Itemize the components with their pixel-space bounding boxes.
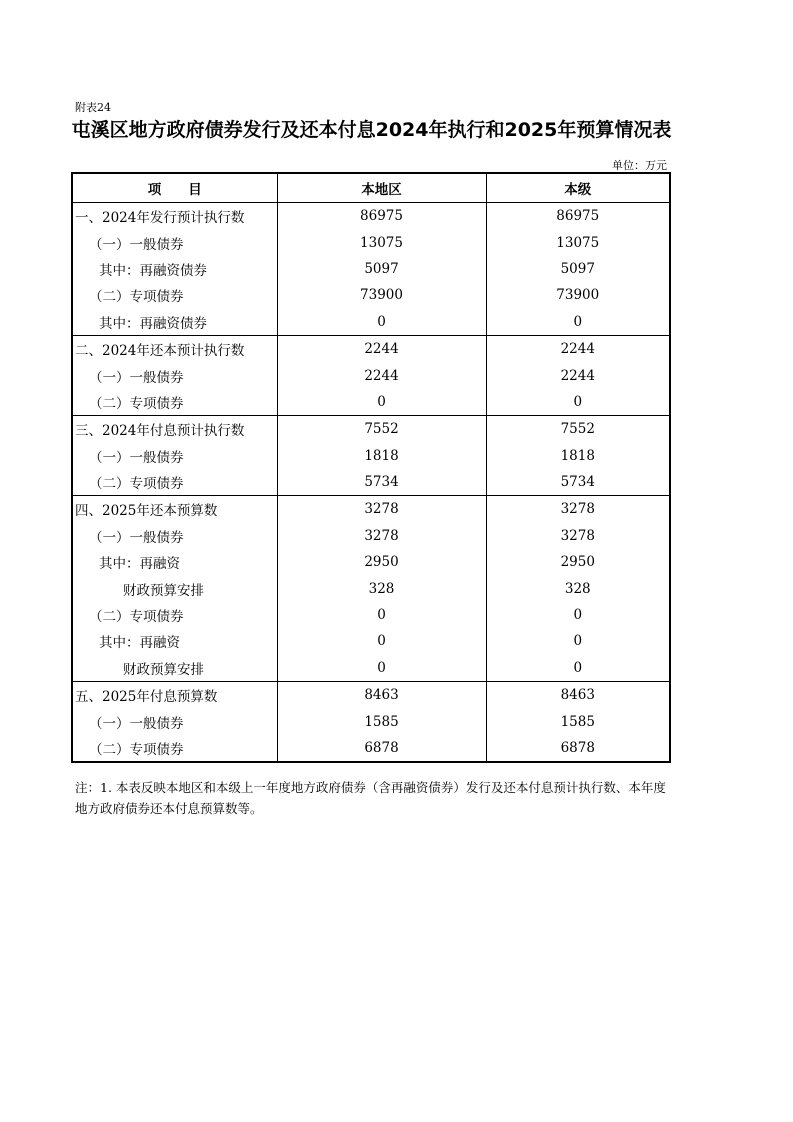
column-header-local: 本地区	[277, 173, 486, 203]
row-local-value: 3278	[277, 523, 486, 549]
row-same-level-value: 1585	[486, 708, 670, 734]
table-row	[72, 282, 670, 308]
row-item-label: （一）一般债券	[72, 523, 277, 549]
row-local-value: 7552	[277, 416, 486, 443]
row-local-value: 1585	[277, 708, 486, 734]
debt-table	[71, 172, 671, 763]
row-item-label: （一）一般债券	[72, 708, 277, 734]
table-row	[72, 362, 670, 388]
row-item-label: 其中：再融资债券	[72, 256, 277, 282]
row-item-label: （二）专项债券	[72, 389, 277, 416]
row-local-value: 5097	[277, 256, 486, 282]
table-row	[72, 735, 670, 762]
row-item-label: 其中：再融资	[72, 628, 277, 654]
row-local-value: 328	[277, 575, 486, 601]
row-same-level-value: 0	[486, 389, 670, 416]
footnote: 注：1. 本表反映本地区和本级上一年度地方政府债券（含再融资债券）发行及还本付息预计执行数、本年度地方政府债券还本付息预算数等。	[75, 780, 666, 816]
row-item-label: 五、2025年付息预算数	[72, 682, 277, 709]
row-local-value: 0	[277, 309, 486, 336]
row-local-value: 2950	[277, 549, 486, 575]
row-local-value: 0	[277, 655, 486, 682]
unit-label: 单位：万元	[612, 159, 667, 172]
title-container	[70, 115, 673, 152]
row-same-level-value: 328	[486, 575, 670, 601]
row-item-label: 四、2025年还本预算数	[72, 496, 277, 523]
table-row	[72, 628, 670, 654]
table-row	[72, 496, 670, 523]
row-same-level-value: 1818	[486, 443, 670, 469]
row-same-level-value: 5097	[486, 256, 670, 282]
table-row	[72, 655, 670, 682]
table-row	[72, 309, 670, 336]
row-same-level-value: 2244	[486, 362, 670, 388]
table-row	[72, 602, 670, 628]
page-title: 屯溪区地方政府债券发行及还本付息2024年执行和2025年预算情况表	[71, 119, 672, 141]
row-same-level-value: 2950	[486, 549, 670, 575]
row-item-label: 其中：再融资	[72, 549, 277, 575]
row-item-label: （一）一般债券	[72, 362, 277, 388]
table-row	[72, 708, 670, 734]
row-same-level-value: 0	[486, 602, 670, 628]
table-row	[72, 416, 670, 443]
row-item-label: 财政预算安排	[72, 655, 277, 682]
row-same-level-value: 0	[486, 655, 670, 682]
row-item-label: 三、2024年付息预计执行数	[72, 416, 277, 443]
row-same-level-value: 3278	[486, 496, 670, 523]
row-local-value: 73900	[277, 282, 486, 308]
row-same-level-value: 73900	[486, 282, 670, 308]
row-local-value: 6878	[277, 735, 486, 762]
row-local-value: 1818	[277, 443, 486, 469]
row-same-level-value: 3278	[486, 523, 670, 549]
row-item-label: 财政预算安排	[72, 575, 277, 601]
row-local-value: 5734	[277, 469, 486, 496]
row-local-value: 2244	[277, 362, 486, 388]
row-item-label: （二）专项债券	[72, 602, 277, 628]
table-header-row	[72, 173, 670, 203]
row-local-value: 0	[277, 628, 486, 654]
row-local-value: 13075	[277, 229, 486, 255]
table-row	[72, 575, 670, 601]
column-header-same-level: 本级	[486, 173, 670, 203]
table-row	[72, 523, 670, 549]
row-item-label: 一、2024年发行预计执行数	[72, 203, 277, 230]
table-row	[72, 443, 670, 469]
row-item-label: 二、2024年还本预计执行数	[72, 335, 277, 362]
row-item-label: （一）一般债券	[72, 443, 277, 469]
row-same-level-value: 0	[486, 628, 670, 654]
row-item-label: 其中：再融资债券	[72, 309, 277, 336]
row-local-value: 8463	[277, 682, 486, 709]
row-same-level-value: 7552	[486, 416, 670, 443]
table-row	[72, 203, 670, 230]
row-same-level-value: 13075	[486, 229, 670, 255]
page-label: 附表24	[75, 101, 111, 114]
row-local-value: 3278	[277, 496, 486, 523]
row-item-label: （二）专项债券	[72, 735, 277, 762]
row-item-label: （二）专项债券	[72, 469, 277, 496]
table-row	[72, 256, 670, 282]
row-local-value: 86975	[277, 203, 486, 230]
row-same-level-value: 6878	[486, 735, 670, 762]
table-row	[72, 389, 670, 416]
row-same-level-value: 5734	[486, 469, 670, 496]
table-row	[72, 335, 670, 362]
table-row	[72, 682, 670, 709]
row-same-level-value: 2244	[486, 335, 670, 362]
table-row	[72, 549, 670, 575]
row-same-level-value: 8463	[486, 682, 670, 709]
row-item-label: （一）一般债券	[72, 229, 277, 255]
row-local-value: 0	[277, 389, 486, 416]
row-same-level-value: 86975	[486, 203, 670, 230]
table-row	[72, 469, 670, 496]
row-local-value: 2244	[277, 335, 486, 362]
row-item-label: （二）专项债券	[72, 282, 277, 308]
row-local-value: 0	[277, 602, 486, 628]
table-body	[72, 203, 670, 763]
column-header-item: 项 目	[72, 173, 277, 203]
table-row	[72, 229, 670, 255]
row-same-level-value: 0	[486, 309, 670, 336]
